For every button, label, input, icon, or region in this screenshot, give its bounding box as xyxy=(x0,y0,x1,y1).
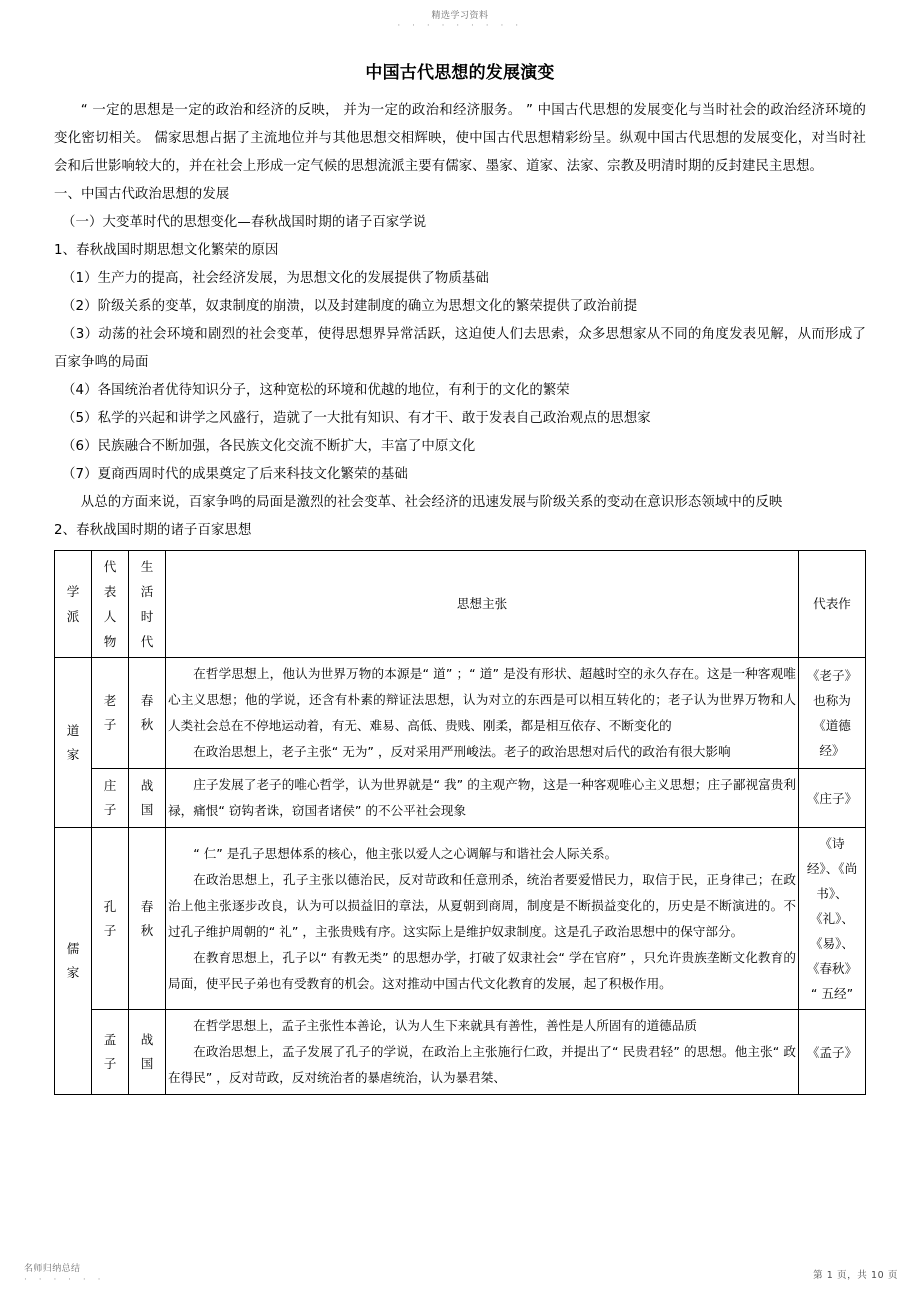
list-item-4: （4）各国统治者优待知识分子，这种宽松的环境和优越的地位，有利于的文化的繁荣 xyxy=(62,383,570,398)
cell-era: 战国 xyxy=(129,769,166,828)
table-row xyxy=(55,1010,866,1095)
cell-ideas: “ 仁” 是孔子思想体系的核心，他主张以爱人之心调解与和谐社会人际关系。 在政治思想上，孔子主张以德治民，反对苛政和任意刑杀，统治者要爱惜民力，取信于民，正身律己；在政治上他主张逐步改良，认为可以损益旧的章法，从夏朝到商周，制度是不断损益变化的，历史是不断演进的。不过孔子维护周朝的“ 礼” ，主张贵贱有序。这实际上是维护奴隶制度。这是孔子政治思想中的保守部分。 在教育思想上，孔子以“ 有教无类” 的思想办学，打破了奴隶社会“ 学在官府” ，只允许贵族垄断文化教育的局面，使平民子弟也有受教育的机会。这对推动中国古代文化教育的发展，起了积极作用。 xyxy=(166,828,799,1010)
table-row xyxy=(55,658,866,769)
cell-ideas: 庄子发展了老子的唯心哲学，认为世界就是“ 我” 的主观产物，这是一种客观唯心主义思想；庄子鄙视富贵利禄，痛恨“ 窃钩者诛，窃国者诸侯” 的不公平社会现象 xyxy=(166,769,799,828)
table-body xyxy=(55,551,866,1095)
header-watermark-text: 精选学习资料 xyxy=(431,11,489,21)
cell-person: 孔子 xyxy=(92,828,129,1010)
page-header-watermark xyxy=(0,12,920,32)
table-row xyxy=(55,828,866,1010)
subsection-heading-1: （一）大变革时代的思想变化—春秋战国时期的诸子百家学说 xyxy=(62,215,427,230)
list-item-3: （3）动荡的社会环境和剧烈的社会变革，使得思想界异常活跃，这迫使人们去思索，众多思想家从不同的角度发表见解，从而形成了百家争鸣的局面 xyxy=(54,327,866,370)
footer-dot-leader: · · · · · · xyxy=(24,1274,105,1285)
page-title: 中国古代思想的发展演变 xyxy=(365,63,555,83)
table-row xyxy=(55,769,866,828)
intro-paragraph: “ 一定的思想是一定的政治和经济的反映， 并为一定的政治和经济服务。 ” 中国古代思想的发展变化与当时社会的政治经济环境的变化密切相关。 儒家思想占据了主流地位并与其他思想交相辉映，使中国古代思想精彩纷呈。纵观中国古代思想的发展变化，对当时社会和后世影响较大的，并在社会上形成一定气候的思想流派主要有儒家、墨家、道家、法家、宗教及明清时期的反封建民主思想。 xyxy=(54,103,866,174)
cell-school: 道家 xyxy=(55,658,92,828)
page-footer-watermark xyxy=(24,1265,105,1285)
table-header-row xyxy=(55,551,866,658)
cell-ideas: 在哲学思想上，孟子主张性本善论，认为人生下来就具有善性，善性是人所固有的道德品质 在政治思想上，孟子发展了孔子的学说，在政治上主张施行仁政，并提出了“ 民贵君轻” 的思想。他主张“ 政在得民” ，反对苛政，反对统治者的暴虐统治，认为暴君桀、 xyxy=(166,1010,799,1095)
table-header-school: 学派 xyxy=(55,551,92,658)
cell-ideas: 在哲学思想上，他认为世界万物的本源是“ 道” ；“ 道” 是没有形状、超越时空的永久存在。这是一种客观唯心主义思想；他的学说，还含有朴素的辩证法思想，认为对立的东西是可以相互转化的；老子认为世界万物和人人类社会总在不停地运动着，有无、难易、高低、贵贱、刚柔，都是相互依存、不断变化的 在政治思想上，老子主张“ 无为” ，反对采用严刑峻法。老子的政治思想对后代的政治有很大影响 xyxy=(166,658,799,769)
cell-person: 孟子 xyxy=(92,1010,129,1095)
page-number: 第 1 页，共 10 页 xyxy=(813,1270,898,1281)
list-item-5: （5）私学的兴起和讲学之风盛行，造就了一大批有知识、有才干、敢于发表自己政治观点的思想家 xyxy=(62,411,651,426)
list-item-7: （7）夏商西周时代的成果奠定了后来科技文化繁荣的基础 xyxy=(62,467,408,482)
table-header-ideas: 思想主张 xyxy=(166,551,799,658)
list-item-2: （2）阶级关系的变革，奴隶制度的崩溃，以及封建制度的确立为思想文化的繁荣提供了政治前提 xyxy=(62,299,638,314)
cell-era: 春秋 xyxy=(129,658,166,769)
list-item-6: （6）民族融合不断加强，各民族文化交流不断扩大，丰富了中原文化 xyxy=(62,439,476,454)
footer-watermark-text: 名师归纳总结 xyxy=(24,1264,81,1275)
cell-era: 战国 xyxy=(129,1010,166,1095)
document-body xyxy=(54,58,866,1095)
list-item-1: （1）生产力的提高，社会经济发展，为思想文化的发展提供了物质基础 xyxy=(62,271,489,286)
cell-work: 《诗经》、《尚书》、《礼》、《易》、《春秋》“ 五经” xyxy=(799,828,866,1010)
cell-era: 春秋 xyxy=(129,828,166,1010)
hundred-schools-table xyxy=(54,550,866,1095)
cell-work: 《孟子》 xyxy=(799,1010,866,1095)
summary-paragraph: 从总的方面来说，百家争鸣的局面是激烈的社会变革、社会经济的迅速发展与阶级关系的变动在意识形态领域中的反映 xyxy=(80,495,783,510)
cell-person: 庄子 xyxy=(92,769,129,828)
cell-person: 老子 xyxy=(92,658,129,769)
header-dot-leader: · · · · · · · · · xyxy=(397,21,523,32)
cell-school: 儒家 xyxy=(55,828,92,1095)
section-heading-1: 一、中国古代政治思想的发展 xyxy=(54,187,230,202)
cell-work: 《老子》也称为《道德经》 xyxy=(799,658,866,769)
list-heading-1: 1、春秋战国时期思想文化繁荣的原因 xyxy=(54,243,279,258)
list-heading-2: 2、春秋战国时期的诸子百家思想 xyxy=(54,523,252,538)
table-header-person: 代表人物 xyxy=(92,551,129,658)
cell-work: 《庄子》 xyxy=(799,769,866,828)
table-header-work: 代表作 xyxy=(799,551,866,658)
table-header-era: 生活时代 xyxy=(129,551,166,658)
